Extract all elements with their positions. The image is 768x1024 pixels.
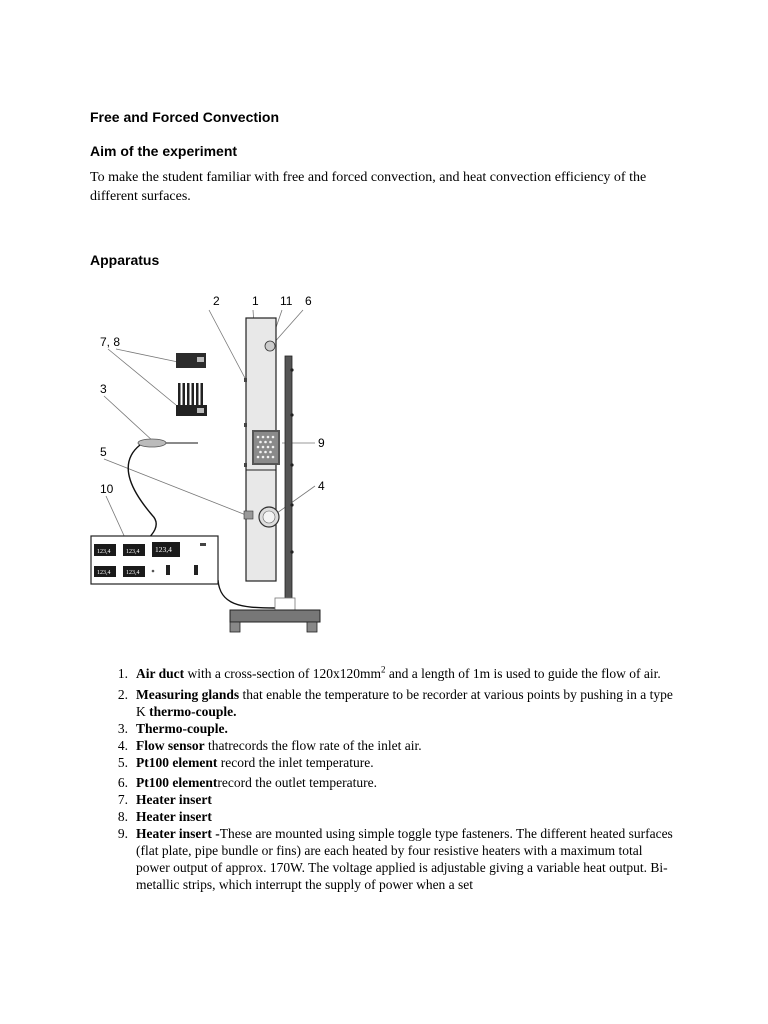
- list-item: 5. Pt100 element record the inlet temperature.: [117, 755, 374, 770]
- list-item: 4. Flow sensor thatrecords the flow rate of the inlet air.: [117, 738, 422, 753]
- callout-1: 1: [252, 294, 259, 308]
- callout-6: 6: [305, 294, 312, 308]
- pt100-inlet: [244, 511, 253, 519]
- display-1: 123,4: [97, 549, 111, 555]
- display-3: 123,4: [155, 545, 172, 554]
- flow-sensor: [259, 507, 279, 527]
- leader-lines: [104, 310, 315, 540]
- display-4: 123,4: [97, 570, 111, 576]
- thermocouple-probe: [138, 439, 198, 447]
- callout-9: 9: [318, 436, 325, 450]
- list-item: 1. Air duct with a cross-section of $120x120mm^2$ and a length of 1m is used to guide the flow of air.: [117, 664, 661, 681]
- display-2: 123,4: [126, 549, 140, 555]
- list-item: 2. Measuring glands that enable the temperature to be recorder at various points by pushing in a type K thermo-couple.: [117, 687, 673, 719]
- list-item: 8. Heater insert: [117, 809, 212, 824]
- heater-insert-box: [176, 353, 206, 368]
- apparatus-heading: Apparatus: [90, 252, 160, 268]
- aim-heading: Aim of the experiment: [90, 143, 238, 159]
- display-5: 123,4: [126, 570, 140, 576]
- control-unit: [91, 536, 218, 584]
- aim-text: To make the student familiar with free and forced convection, and heat convection efficiency of the different surfaces.: [90, 170, 647, 204]
- callout-3: 3: [100, 382, 107, 396]
- list-item: 6. Pt100 elementrecord the outlet temperature.: [117, 775, 378, 790]
- list-item: 9. Heater insert -These are mounted using simple toggle type fasteners. The different heated surfaces (flat plate, pipe bundle or fins) are each heated by four resistive heaters with a maximum total power output of approx. 170W. The voltage applied is adjustable giving a variable heat output. Bi-metallic strips, which interrupt the supply of power when a set: [117, 826, 673, 892]
- callout-5: 5: [100, 445, 107, 459]
- list-item: 3. Thermo-couple.: [117, 721, 228, 736]
- callout-2: 2: [213, 294, 220, 308]
- apparatus-diagram: [90, 290, 330, 640]
- heater-insert-fins: [176, 383, 207, 416]
- callout-4: 4: [318, 479, 325, 493]
- callout-7-8: 7, 8: [100, 335, 121, 349]
- parts-list: [104, 664, 679, 893]
- callout-11: 11: [280, 294, 293, 308]
- heater-section: [252, 430, 280, 465]
- list-item: 7. Heater insert: [117, 792, 212, 807]
- callout-10: 10: [100, 482, 114, 496]
- document-title: Free and Forced Convection: [90, 109, 280, 125]
